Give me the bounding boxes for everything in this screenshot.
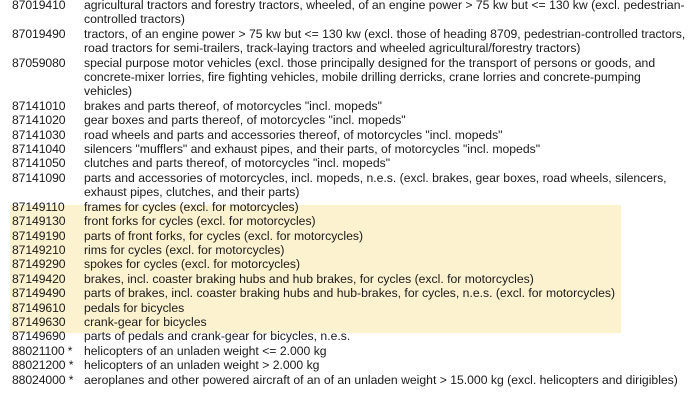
- product-description: helicopters of an unladen weight <= 2.000 kg: [84, 343, 327, 358]
- product-code: 87149490: [12, 286, 66, 301]
- list-row: [0, 329, 696, 343]
- list-row: [0, 56, 696, 99]
- product-description: frames for cycles (excl. for motorcycles): [84, 199, 299, 214]
- product-code: 87141030: [12, 127, 66, 142]
- product-description: crank-gear for bicycles: [84, 314, 207, 329]
- product-description: helicopters of an unladen weight > 2.000 kg: [84, 358, 320, 373]
- product-description: pedals for bicycles: [84, 300, 185, 315]
- list-row-highlighted: [0, 257, 696, 271]
- product-code: 87141020: [12, 113, 66, 128]
- product-code: 88021200 *: [12, 358, 74, 373]
- product-description: road wheels and parts and accessories thereof, of motorcycles "incl. mopeds": [84, 127, 503, 142]
- product-description: parts of brakes, incl. coaster braking hubs and hub-brakes, for cycles, n.e.s. (excl. for motorcycles): [84, 286, 616, 301]
- product-code: 87149630: [12, 314, 66, 329]
- product-code: 87059080: [12, 55, 66, 70]
- product-code: 87141090: [12, 170, 66, 185]
- product-code: 87149190: [12, 228, 66, 243]
- list-row-highlighted: [0, 301, 696, 315]
- list-row-highlighted: [0, 243, 696, 257]
- list-row-highlighted: [0, 200, 696, 214]
- list-row: [0, 156, 696, 170]
- product-code: 87141040: [12, 142, 66, 157]
- list-row: [0, 0, 696, 27]
- list-row: [0, 27, 696, 56]
- product-code: 88021100 *: [12, 343, 73, 358]
- product-description: brakes and parts thereof, of motorcycles "incl. mopeds": [84, 98, 382, 113]
- product-description: front forks for cycles (excl. for motorcycles): [84, 214, 316, 229]
- product-description: spokes for cycles (excl. for motorcycles): [84, 257, 301, 272]
- list-row: [0, 344, 696, 358]
- product-code: 87149210: [12, 242, 66, 257]
- list-row: [0, 171, 696, 200]
- list-row-highlighted: [0, 229, 696, 243]
- product-code: 87149690: [12, 329, 66, 344]
- product-code: 87019490: [12, 26, 66, 41]
- product-code: 87149290: [12, 257, 66, 272]
- product-code: 87149610: [12, 300, 66, 315]
- product-description: special purpose motor vehicles (excl. those principally designed for the transport of persons or goods, and concrete-mixer lorries, fire fighting vehicles, mobile drilling derricks, crane lorries and concrete-pumping vehicles): [84, 55, 659, 99]
- product-description: gear boxes and parts thereof, of motorcycles "incl. mopeds": [84, 113, 406, 128]
- product-code: 87149110: [12, 199, 65, 214]
- product-code: 88024000 *: [12, 372, 74, 387]
- list-row: [0, 128, 696, 142]
- product-code: 87149130: [12, 214, 66, 229]
- product-description: rims for cycles (excl. for motorcycles): [84, 242, 285, 257]
- product-code: 87141050: [12, 156, 66, 171]
- product-description: silencers "mufflers" and exhaust pipes, and their parts, of motorcycles "incl. mopeds": [84, 142, 541, 157]
- product-code: 87019410: [12, 0, 66, 12]
- list-row-highlighted: [0, 315, 696, 329]
- list-row: [0, 358, 696, 372]
- product-description: clutches and parts thereof, of motorcycles "incl. mopeds": [84, 156, 391, 171]
- product-description: aeroplanes and other powered aircraft of an of an unladen weight > 15.000 kg (excl. helicopters and dirigibles): [84, 372, 678, 387]
- product-description: brakes, incl. coaster braking hubs and hub brakes, for cycles (excl. for motorcycles): [84, 271, 534, 286]
- product-description: agricultural tractors and forestry tractors, wheeled, of an engine power > 75 kw but <= 130 kw (excl. pedestrian-controlled tractors): [84, 0, 685, 27]
- list-row: [0, 99, 696, 113]
- list-row-highlighted: [0, 272, 696, 286]
- product-description: parts and accessories of motorcycles, incl. mopeds, n.e.s. (excl. brakes, gear boxes, road wheels, silencers, exhaust pipes, clutches, and their parts): [84, 170, 670, 200]
- list-row: [0, 113, 696, 127]
- list-row-highlighted: [0, 214, 696, 228]
- product-code: 87149420: [12, 271, 66, 286]
- list-row-highlighted: [0, 286, 696, 300]
- product-description: parts of pedals and crank-gear for bicycles, n.e.s.: [84, 329, 351, 344]
- product-description: parts of front forks, for cycles (excl. for motorcycles): [84, 228, 364, 243]
- product-description: tractors, of an engine power > 75 kw but <= 130 kw (excl. those of heading 8709, pedestrian-controlled tractors, road tractors for semi-trailers, track-laying tractors and wheeled agricultural/forestry tractors): [84, 26, 689, 56]
- product-code: 87141010: [12, 98, 66, 113]
- list-row: [0, 142, 696, 156]
- list-row: [0, 373, 696, 387]
